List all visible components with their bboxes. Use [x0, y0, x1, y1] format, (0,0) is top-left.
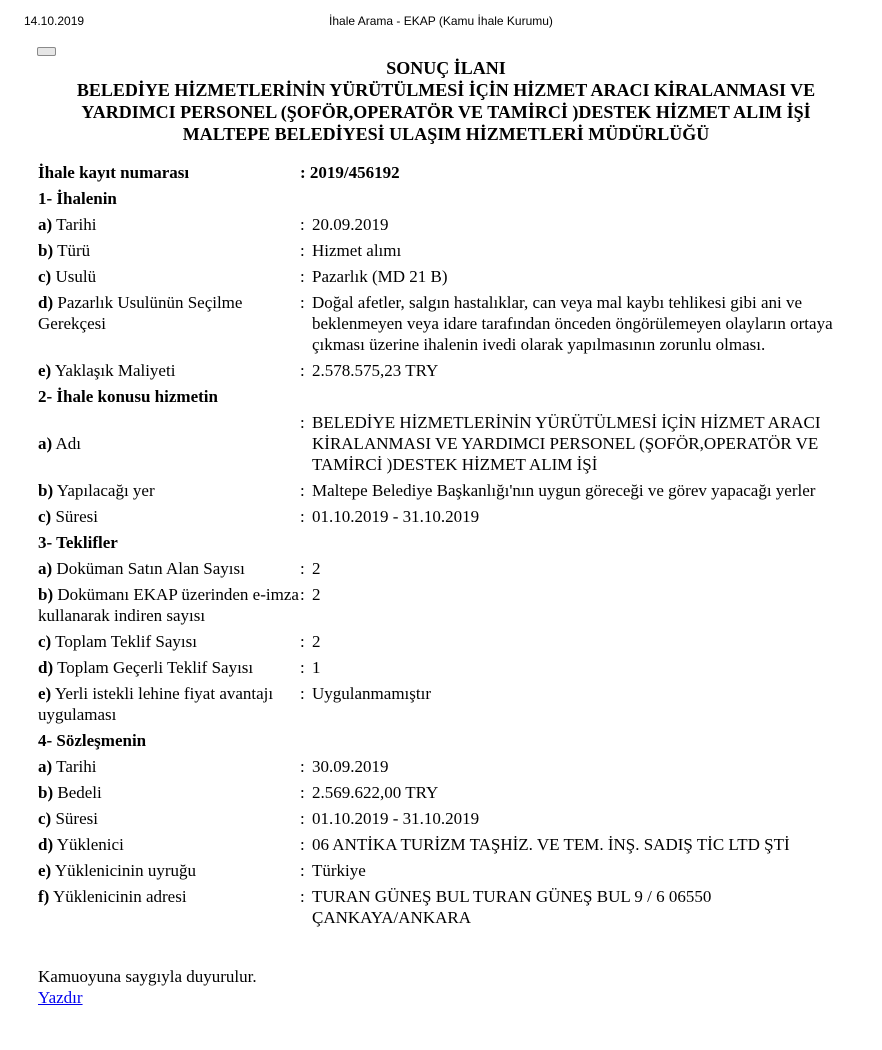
detail-row — [38, 631, 850, 657]
separator-colon: : — [300, 783, 305, 802]
authority-name: MALTEPE BELEDİYESİ ULAŞIM HİZMETLERİ MÜDÜRLÜĞÜ — [182, 124, 710, 144]
detail-row — [38, 360, 850, 386]
detail-row — [38, 657, 850, 683]
detail-row — [38, 480, 850, 506]
separator-colon: : — [300, 757, 305, 776]
closing-notice: Kamuoyuna saygıyla duyurulur. — [38, 967, 257, 986]
registry-row — [38, 162, 850, 188]
detail-row — [38, 886, 850, 933]
tender-title-line-2: YARDIMCI PERSONEL (ŞOFÖR,OPERATÖR VE TAMİRCİ )DESTEK HİZMET ALIM İŞİ — [81, 102, 811, 122]
documents-purchased-count: 2 — [312, 559, 321, 578]
item-label: Yaklaşık Maliyeti — [54, 361, 176, 380]
item-key: f) — [38, 887, 50, 906]
separator-colon: : — [300, 684, 305, 703]
contract-date: 30.09.2019 — [312, 757, 389, 776]
item-key: c) — [38, 809, 52, 828]
detail-row — [38, 214, 850, 240]
documents-downloaded-count: 2 — [312, 585, 321, 604]
tender-procedure: Pazarlık (MD 21 B) — [312, 267, 448, 286]
separator-colon: : — [300, 835, 305, 854]
item-key: d) — [38, 293, 54, 312]
detail-row — [38, 860, 850, 886]
item-label: Pazarlık Usulünün Seçilme Gerekçesi — [38, 293, 243, 333]
separator-colon: : — [300, 658, 305, 677]
separator-colon: : — [300, 507, 305, 526]
item-label: Yapılacağı yer — [56, 481, 155, 500]
item-key: a) — [38, 559, 53, 578]
item-key: c) — [38, 632, 52, 651]
separator-colon: : — [300, 215, 305, 234]
estimated-cost: 2.578.575,23 TRY — [312, 361, 439, 380]
print-date: 14.10.2019 — [24, 14, 85, 28]
domestic-price-advantage: Uygulanmamıştır — [312, 684, 431, 703]
item-key: b) — [38, 241, 54, 260]
valid-bids-count: 1 — [312, 658, 321, 677]
procedure-justification: Doğal afetler, salgın hastalıklar, can veya mal kaybı tehlikesi gibi ani ve beklenmeyen veya idare tarafından önceden öngörülemeyen olayların ortaya çıkması üzerine ihalenin ivedi olarak yapılmasının zorunlu olması. — [312, 293, 833, 354]
item-label: Doküman Satın Alan Sayısı — [56, 559, 245, 578]
separator-colon: : — [300, 809, 305, 828]
detail-row — [38, 834, 850, 860]
section-heading — [38, 730, 850, 756]
item-key: a) — [38, 215, 53, 234]
separator-colon: : — [300, 241, 305, 260]
separator-colon: : — [300, 632, 305, 651]
footer — [38, 966, 257, 1008]
detail-row — [38, 412, 850, 480]
section4-title: 4- Sözleşmenin — [38, 731, 147, 750]
registry-label: İhale kayıt numarası — [38, 163, 190, 182]
item-key: e) — [38, 361, 52, 380]
detail-row — [38, 292, 850, 360]
item-label: Bedeli — [57, 783, 102, 802]
item-label: Yüklenicinin uyruğu — [54, 861, 197, 880]
service-location: Maltepe Belediye Başkanlığı'nın uygun göreceği ve görev yapacağı yerler — [312, 481, 816, 500]
detail-row — [38, 266, 850, 292]
service-name: BELEDİYE HİZMETLERİNİN YÜRÜTÜLMESİ İÇİN HİZMET ARACI KİRALANMASI VE YARDIMCI PERSONEL (ŞOFÖR,OPERATÖR VE TAMİRCİ )DESTEK HİZMET ALIM İŞİ — [312, 413, 821, 474]
separator-colon: : — [300, 267, 305, 286]
detail-row — [38, 782, 850, 808]
item-key: d) — [38, 658, 54, 677]
detail-row — [38, 584, 850, 631]
separator-colon: : — [300, 361, 305, 380]
detail-row — [38, 756, 850, 782]
item-label: Usulü — [55, 267, 97, 286]
detail-row — [38, 506, 850, 532]
item-key: b) — [38, 585, 54, 604]
registry-value: : 2019/456192 — [300, 163, 400, 182]
total-bids-count: 2 — [312, 632, 321, 651]
announcement-type: SONUÇ İLANI — [386, 58, 506, 78]
tender-date: 20.09.2019 — [312, 215, 389, 234]
separator-colon: : — [300, 887, 305, 906]
contractor-address: TURAN GÜNEŞ BUL TURAN GÜNEŞ BUL 9 / 6 06550 ÇANKAYA/ANKARA — [312, 887, 712, 927]
item-key: a) — [38, 434, 53, 453]
item-key: b) — [38, 783, 54, 802]
item-key: e) — [38, 684, 52, 703]
detail-row — [38, 683, 850, 730]
item-label: Süresi — [55, 507, 98, 526]
section-heading — [38, 386, 850, 412]
section1-title: 1- İhalenin — [38, 189, 117, 208]
item-label: Toplam Teklif Sayısı — [55, 632, 197, 651]
separator-colon: : — [300, 293, 305, 312]
section2-title: 2- İhale konusu hizmetin — [38, 387, 218, 406]
tender-title-line-1: BELEDİYE HİZMETLERİNİN YÜRÜTÜLMESİ İÇİN HİZMET ARACI KİRALANMASI VE — [76, 80, 816, 100]
contract-duration: 01.10.2019 - 31.10.2019 — [312, 809, 480, 828]
item-label: Türü — [57, 241, 91, 260]
contractor-nationality: Türkiye — [312, 861, 366, 880]
item-key: d) — [38, 835, 54, 854]
contract-amount: 2.569.622,00 TRY — [312, 783, 439, 802]
detail-row — [38, 240, 850, 266]
tender-type: Hizmet alımı — [312, 241, 402, 260]
section3-title: 3- Teklifler — [38, 533, 118, 552]
detail-row — [38, 808, 850, 834]
print-page-title: İhale Arama - EKAP (Kamu İhale Kurumu) — [329, 14, 553, 28]
item-key: c) — [38, 507, 52, 526]
announcement-headline — [40, 57, 852, 145]
separator-colon: : — [300, 559, 305, 578]
separator-colon: : — [300, 413, 305, 432]
tender-details-table — [38, 162, 850, 933]
item-label: Yüklenicinin adresi — [52, 887, 187, 906]
item-label: Yüklenici — [56, 835, 124, 854]
item-label: Yerli istekli lehine fiyat avantajı uygulaması — [38, 684, 274, 724]
item-label: Dokümanı EKAP üzerinden e-imza kullanarak indiren sayısı — [38, 585, 299, 625]
service-duration: 01.10.2019 - 31.10.2019 — [312, 507, 480, 526]
separator-colon: : — [300, 481, 305, 500]
item-key: e) — [38, 861, 52, 880]
separator-colon: : — [300, 861, 305, 880]
print-header — [0, 14, 882, 32]
separator-colon: : — [300, 585, 305, 604]
item-label: Adı — [55, 434, 81, 453]
item-key: b) — [38, 481, 54, 500]
item-label: Tarihi — [56, 215, 97, 234]
section-heading — [38, 532, 850, 558]
detail-row — [38, 558, 850, 584]
item-key: a) — [38, 757, 53, 776]
section-heading — [38, 188, 850, 214]
item-label: Toplam Geçerli Teklif Sayısı — [57, 658, 254, 677]
item-key: c) — [38, 267, 52, 286]
print-link[interactable]: Yazdır — [38, 988, 83, 1007]
collapse-toggle-button[interactable] — [37, 47, 56, 56]
item-label: Tarihi — [56, 757, 97, 776]
item-label: Süresi — [55, 809, 98, 828]
contractor-name: 06 ANTİKA TURİZM TAŞHİZ. VE TEM. İNŞ. SADIŞ TİC LTD ŞTİ — [312, 835, 790, 854]
